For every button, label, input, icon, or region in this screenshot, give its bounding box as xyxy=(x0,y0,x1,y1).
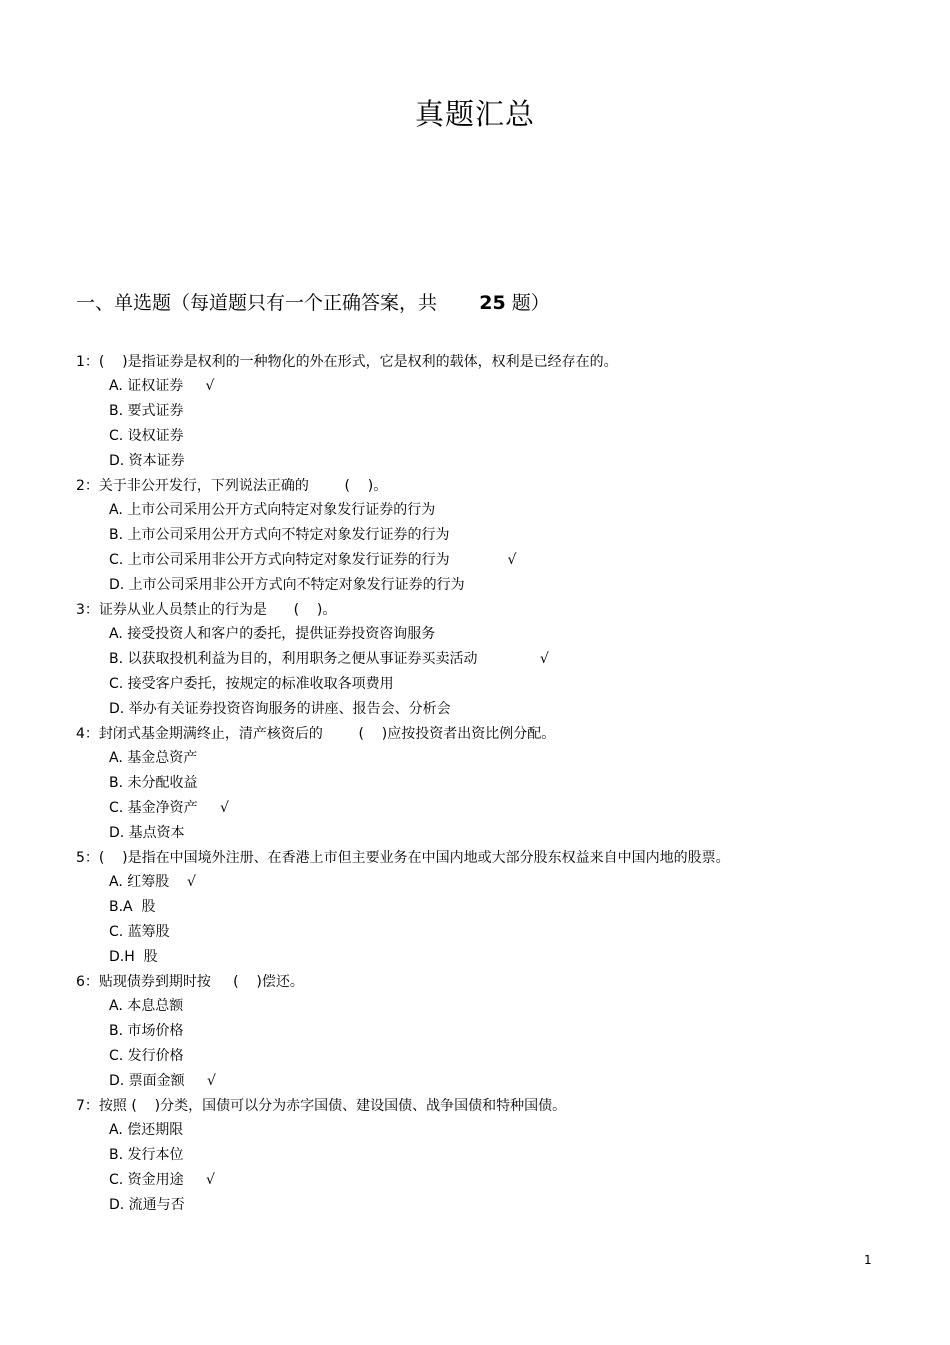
option-b xyxy=(76,1143,916,1168)
option-text: A. 接受投资人和客户的委托，提供证券投资咨询服务 xyxy=(109,626,436,642)
option-text: D.H 股 xyxy=(109,949,158,965)
option-d xyxy=(76,449,916,474)
option-a xyxy=(76,1118,916,1143)
option-a xyxy=(76,746,916,771)
option-text: A. 证权证券 xyxy=(109,378,184,394)
option-c xyxy=(76,1168,916,1193)
option-text: A. 本息总额 xyxy=(109,998,184,1014)
option-text: B. 发行本位 xyxy=(109,1147,184,1163)
section-heading-suffix: 题） xyxy=(511,292,550,314)
question-4 xyxy=(76,722,916,846)
question-1 xyxy=(76,350,916,474)
option-text: C. 发行价格 xyxy=(109,1048,184,1064)
correct-check-mark: √ xyxy=(205,378,215,394)
question-5 xyxy=(76,846,916,970)
option-text: B. 市场价格 xyxy=(109,1023,184,1039)
option-text: D. 基点资本 xyxy=(109,825,185,841)
option-b xyxy=(76,1019,916,1044)
option-d xyxy=(76,1069,916,1094)
option-text: A. 红筹股 xyxy=(109,874,170,890)
option-text: C. 蓝筹股 xyxy=(109,924,170,940)
option-b xyxy=(76,771,916,796)
question-stem: 4：封闭式基金期满终止，清产核资后的 ( )应按投资者出资比例分配。 xyxy=(76,726,556,742)
question-6 xyxy=(76,970,916,1094)
question-count: 25 xyxy=(479,292,506,314)
correct-check-mark: √ xyxy=(206,1073,216,1089)
correct-check-mark: √ xyxy=(187,874,196,890)
option-a xyxy=(76,622,916,647)
question-stem: 7：按照 ( )分类，国债可以分为赤字国债、建设国债、战争国债和特种国债。 xyxy=(76,1098,567,1114)
section-heading-text: 一、单选题（每道题只有一个正确答案，共 xyxy=(76,292,438,314)
option-text: C. 上市公司采用非公开方式向特定对象发行证券的行为 xyxy=(109,552,450,568)
option-c xyxy=(76,548,916,573)
option-d xyxy=(76,573,916,598)
option-text: B. 要式证券 xyxy=(109,403,184,419)
option-text: D. 票面金额 xyxy=(109,1073,185,1089)
correct-check-mark: √ xyxy=(219,800,229,816)
section-heading xyxy=(76,288,550,315)
option-a xyxy=(76,498,916,523)
option-d xyxy=(76,945,916,970)
option-c xyxy=(76,796,916,821)
question-2 xyxy=(76,474,916,598)
option-text: B. 未分配收益 xyxy=(109,775,198,791)
page-title: 真题汇总 xyxy=(414,97,535,131)
option-text: D. 上市公司采用非公开方式向不特定对象发行证券的行为 xyxy=(109,577,465,593)
question-stem: 6：贴现债券到期时按 ( )偿还。 xyxy=(76,974,304,990)
option-d xyxy=(76,697,916,722)
option-text: D. 资本证券 xyxy=(109,453,185,469)
option-text: B. 上市公司采用公开方式向不特定对象发行证券的行为 xyxy=(109,527,450,543)
option-text: D. 举办有关证券投资咨询服务的讲座、报告会、分析会 xyxy=(109,701,451,717)
option-d xyxy=(76,821,916,846)
page-number: 1 xyxy=(864,1253,872,1267)
option-d xyxy=(76,1193,916,1218)
correct-check-mark: √ xyxy=(539,651,549,667)
question-3 xyxy=(76,598,916,722)
option-text: D. 流通与否 xyxy=(109,1197,185,1213)
option-a xyxy=(76,870,916,895)
question-stem: 2：关于非公开发行，下列说法正确的 ( )。 xyxy=(76,478,388,494)
question-stem: 3：证券从业人员禁止的行为是 ( )。 xyxy=(76,602,337,618)
question-list xyxy=(76,350,916,1218)
question-stem: 5：( )是指在中国境外注册、在香港上市但主要业务在中国内地或大部分股东权益来自中国内地的股票。 xyxy=(76,850,730,866)
option-b xyxy=(76,895,916,920)
option-text: A. 基金总资产 xyxy=(109,750,198,766)
option-text: C. 设权证券 xyxy=(109,428,184,444)
question-stem: 1：( )是指证券是权利的一种物化的外在形式，它是权利的载体，权利是已经存在的。 xyxy=(76,354,618,370)
correct-check-mark: √ xyxy=(205,1172,215,1188)
option-c xyxy=(76,920,916,945)
option-c xyxy=(76,672,916,697)
option-text: A. 偿还期限 xyxy=(109,1122,184,1138)
option-b xyxy=(76,523,916,548)
option-c xyxy=(76,1044,916,1069)
option-a xyxy=(76,994,916,1019)
option-text: A. 上市公司采用公开方式向特定对象发行证券的行为 xyxy=(109,502,436,518)
option-text: C. 基金净资产 xyxy=(109,800,198,816)
option-c xyxy=(76,424,916,449)
option-text: B.A 股 xyxy=(109,899,156,915)
correct-check-mark: √ xyxy=(507,552,517,568)
option-b xyxy=(76,399,916,424)
question-7 xyxy=(76,1094,916,1218)
option-b xyxy=(76,647,916,672)
option-text: C. 接受客户委托，按规定的标准收取各项费用 xyxy=(109,676,394,692)
option-a xyxy=(76,374,916,399)
option-text: B. 以获取投机利益为目的，利用职务之便从事证券买卖活动 xyxy=(109,651,478,667)
option-text: C. 资金用途 xyxy=(109,1172,184,1188)
